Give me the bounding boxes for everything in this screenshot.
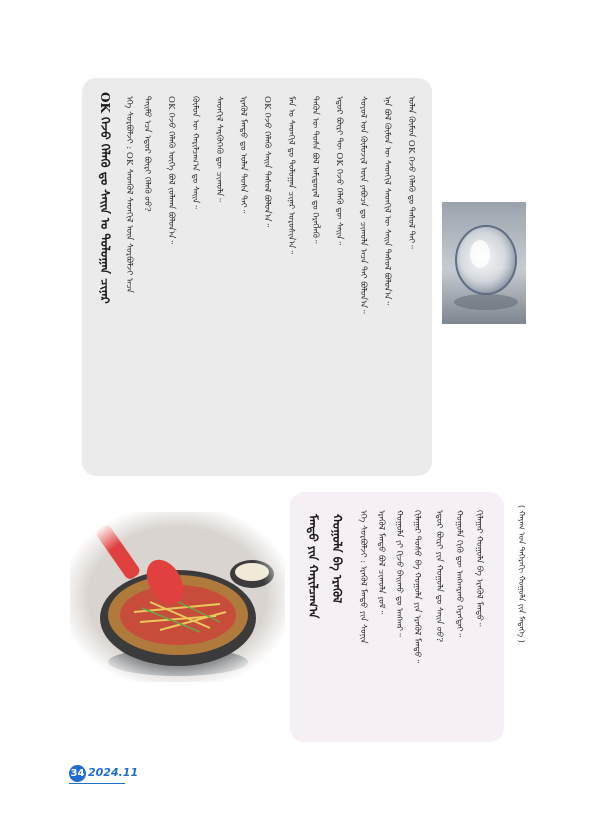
main-paragraph: ᠰᠡᠳᠬᠢᠯ ᠰᠡᠷᠭᠦᠭᠡᠬᠦ ᠳᠦ ᠴᠢᠬᠤᠯᠠ᠃	[214, 96, 224, 202]
side-paragraph: ᠡᠷᠡᠭᠦᠯ ᠮᠡᠨᠳᠦ ᠪᠣᠯ ᠴᠢᠬᠤᠯᠠ ᠶᠤᠮ᠃	[376, 510, 386, 615]
main-paragraph: ᠰᠣᠶᠣᠯ ᠤᠨ ᠬᠦᠮᠦᠵᠢᠯ ᠦᠨ ᠶᠠᠪᠤᠴᠠ ᠳᠤ ᠴᠢᠬᠤᠯᠠ ᠠᠴᠠ ᠲᠠᠢ ᠪᠣᠯᠤᠨ᠎ᠠ᠃	[358, 96, 368, 314]
main-paragraph: ᠬᠦᠮᠦᠨ ᠦ ᠬᠠᠷᠢᠯᠴᠠᠭ᠎ᠠ ᠳᠤ ᠰᠠᠢᠨ᠃	[190, 96, 200, 209]
main-paragraph: ᠲᠡᠢᠮᠦ ᠡᠴᠡ ᠡᠳᠦᠷ ᠪᠦᠷᠢ ᠬᠡᠯᠡᠬᠦ ᠦᠦ?	[142, 96, 152, 212]
bubble-photo	[442, 202, 526, 324]
cooking-image	[70, 512, 285, 682]
side-article-byline: ( ᠬᠠᠶᠠᠭ ᠤᠨ ᠳᠡᠭᠡᠷᠡᠬᠢ ᠬᠣᠭᠣᠯᠠ ᠶᠢᠨ ᠮᠡᠳᠡᠭᠡ )	[517, 505, 526, 643]
main-paragraph: ᠤᠯᠠᠨ ᠬᠦᠮᠦᠨ OK ᠭᠡᠵᠦ ᠬᠡᠯᠡᠬᠦ ᠳᠤ ᠳᠠᠰᠤᠯ ᠲᠠᠢ᠃	[406, 96, 416, 249]
main-article-source-note: ᠡᠬᠡ ᠰᠤᠷᠪᠤᠯᠵᠢ : OK ᠰᠡᠳᠬᠦᠯ ᠰᠡᠳᠬᠢᠯ ᠦᠨ ᠰᠤᠷᠪᠤᠯᠵᠢ ᠠᠴᠠ	[124, 96, 134, 293]
cooking-photo	[70, 512, 285, 682]
main-paragraph: ᠡᠨᠡ ᠪᠣᠯ ᠬᠦᠮᠦᠨ ᠦ ᠰᠡᠳᠬᠢᠯ ᠰᠡᠳᠬᠢᠯ ᠦ ᠰᠠᠢᠨ ᠳᠠᠰᠤᠯ ᠪᠣᠯᠤᠨ᠎ᠠ᠃	[382, 96, 392, 306]
side-paragraph: ᠭᠢᠯᠠᠭᠠᠷ ᠲᠣᠰᠤ ᠪᠠ ᠬᠣᠭᠣᠯᠠ ᠶᠢᠨ ᠡᠷᠡᠭᠦᠯ ᠮᠡᠨᠳᠦ᠃	[412, 510, 422, 664]
page-number: 34	[69, 765, 86, 782]
side-article-title-line1: ᠬᠣᠭᠣᠯᠠ ᠪᠠ ᠡᠷᠡᠭᠦᠯ	[330, 514, 344, 604]
main-paragraph: ᠲᠡᠭᠦᠨ ᠦ ᠲᠤᠰᠠ ᠪᠣᠯ ᠠᠮᠢᠳᠤᠷᠠᠯ ᠳᠤ ᠬᠡᠷᠡᠭᠯᠡᠬᠦ᠃	[310, 96, 320, 244]
main-paragraph: OK ᠭᠡᠵᠦ ᠬᠡᠯᠡᠬᠦ ᠦᠭᠡ ᠪᠣᠯ ᠵᠤᠯᠬᠠᠨ ᠪᠣᠯᠤᠨ᠎ᠠ᠃	[166, 96, 176, 245]
side-paragraph: ᠬᠣᠭᠣᠯᠠ ᠬᠢᠬᠦ ᠳᠦ ᠠᠩᠬᠠᠷᠬᠤ ᠬᠡᠷᠡᠭᠲᠡᠢ᠃	[454, 510, 464, 637]
side-article-title-line2: ᠮᠡᠨᠳᠦ ᠶᠢᠨ ᠬᠠᠷᠢᠯᠴᠠᠭ᠎ᠠ	[306, 514, 320, 619]
main-paragraph: ᠡᠷᠡᠬᠦᠯ ᠮᠡᠨᠳᠦ ᠳᠤ ᠤᠯᠠᠨ ᠲᠤᠰᠠ ᠲᠠᠢ᠃	[238, 96, 248, 214]
side-paragraph: ᠡᠳᠦᠷ ᠪᠦᠷᠢ ᠶᠢᠨ ᠬᠣᠭᠣᠯᠠ ᠳᠤ ᠰᠠᠢᠨ ᠦᠦ?	[434, 510, 444, 643]
main-paragraph: ᠮᠠᠨ ᠤ ᠰᠡᠳᠬᠢᠯ ᠳᠤ ᠳᠣᠯᠤᠭᠠᠨ ᠴᠢᠨᠠᠷ ᠣᠷᠣᠰᠢᠨ᠎ᠠ᠃	[286, 96, 296, 254]
bubble-image	[442, 202, 526, 324]
side-article-source-note: ᠡᠬᠡ ᠰᠤᠷᠪᠤᠯᠵᠢ : ᠡᠷᠡᠭᠦᠯ ᠮᠡᠨᠳᠦ ᠶᠢᠨ ᠰᠣᠨᠢᠨ	[358, 510, 368, 644]
main-paragraph: OK ᠭᠡᠵᠦ ᠬᠡᠯᠡᠬᠦ ᠰᠠᠢᠨ ᠳᠠᠰᠤᠯ ᠪᠣᠯᠤᠨ᠎ᠠ᠃	[262, 96, 272, 228]
main-article-title: OK ᠭᠡᠵᠦ ᠬᠡᠯᠡᠬᠦ ᠳᠤ ᠰᠠᠢᠨ ᠤ ᠳᠣᠯᠤᠭᠠᠨ ᠴᠢᠨᠠᠷ	[98, 92, 112, 304]
side-paragraph: ᠬᠣᠭᠣᠯᠠ ᠶᠢ ᠬᠢᠵᠦ ᠪᠠᠢᠬᠤ ᠳᠤ ᠠᠩᠬᠠᠷ᠃	[394, 510, 404, 637]
issue-date: 2024.11	[88, 766, 139, 779]
main-paragraph: ᠡᠳᠦᠷ ᠪᠦᠷᠢ ᠲᠦ OK ᠭᠡᠵᠦ ᠬᠡᠯᠡᠬᠦ ᠳᠦ ᠰᠠᠢᠨ᠃	[334, 96, 344, 245]
footer-underline	[69, 783, 125, 784]
side-paragraph: ᠭᠢᠯᠠᠭᠠᠷ ᠬᠣᠭᠣᠯᠠ ᠪᠠ ᠡᠷᠡᠭᠦᠯ ᠮᠡᠨᠳᠦ᠃	[474, 510, 484, 627]
